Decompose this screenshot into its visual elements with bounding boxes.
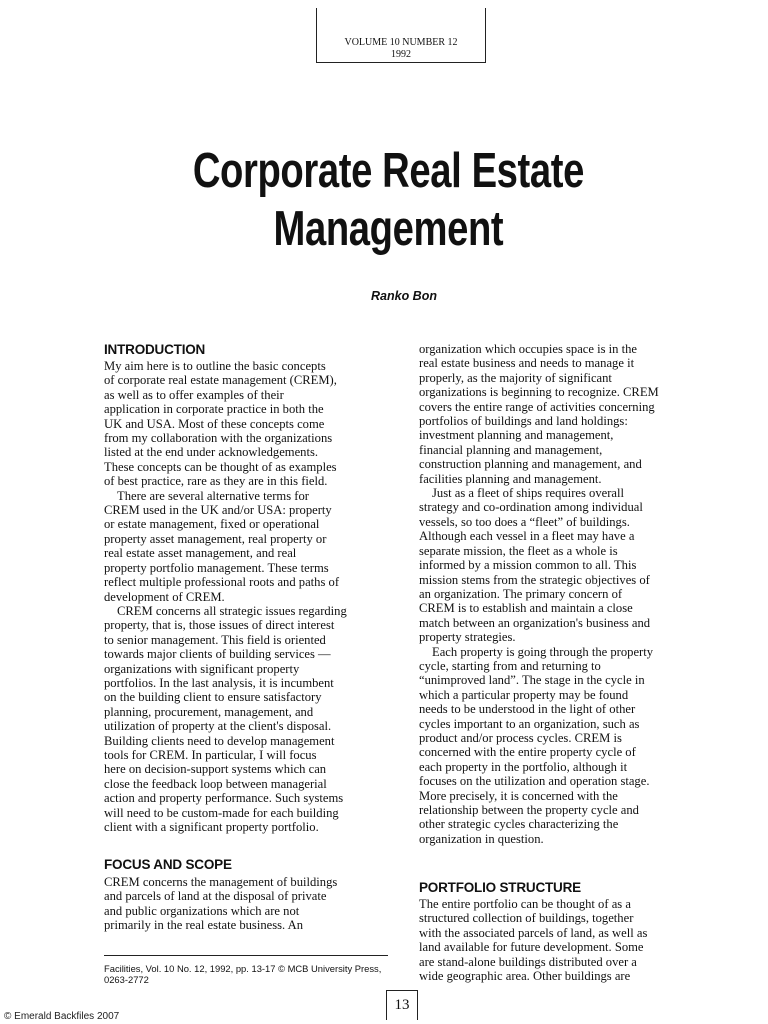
- text-line: My aim here is to outline the basic concepts: [104, 359, 326, 373]
- text-line: client with a significant property portfolio.: [104, 820, 319, 834]
- text-line: Although each vessel in a fleet may have a: [419, 529, 635, 544]
- text-line: portfolios. In the last analysis, it is incumbent: [104, 675, 334, 690]
- text-line: Each property is going through the property: [432, 644, 654, 659]
- citation-footnote: [104, 963, 381, 985]
- text-line: cycles important to an organization, such as: [419, 716, 640, 731]
- text-line: property strategies.: [419, 630, 516, 645]
- text-line: Building clients need to develop management: [104, 733, 335, 748]
- text-line: structured collection of buildings, together: [419, 911, 634, 926]
- text-line: product and/or process cycles. CREM is: [419, 730, 622, 745]
- text-line: organizations with significant property: [104, 661, 300, 676]
- text-line: wide geographic area. Other buildings are: [419, 969, 631, 984]
- author-name: Ranko Bon: [371, 289, 437, 303]
- footnote-divider: [104, 955, 388, 956]
- text-line: of corporate real estate management (CREM),: [104, 373, 337, 388]
- text-line: on the building client to ensure satisfactory: [104, 690, 322, 705]
- text-line: here on decision-support systems which can: [104, 762, 327, 777]
- text-line: CREM used in the UK and/or USA: property: [104, 503, 332, 518]
- text-line: with the associated parcels of land, as well as: [419, 925, 648, 940]
- volume-line: VOLUME 10 NUMBER 12: [344, 37, 458, 48]
- text-line: real estate asset management, and real: [104, 546, 297, 561]
- text-line: action and property performance. Such systems: [104, 791, 344, 806]
- text-line: separate mission, the fleet as a whole is: [419, 543, 618, 558]
- text-line: cycle, starting from and returning to: [419, 658, 601, 673]
- text-line: an organization. The primary concern of: [419, 586, 623, 601]
- text-line: to senior management. This field is oriented: [104, 632, 326, 647]
- section-heading-focus-scope: FOCUS AND SCOPE: [104, 857, 232, 872]
- text-line: These concepts can be thought of as examples: [104, 459, 337, 474]
- text-line: focuses on the utilization and operation stage.: [419, 774, 650, 789]
- text-line: towards major clients of building services —: [104, 647, 331, 662]
- text-line: mission stems from the strategic objectives of: [419, 572, 650, 587]
- text-line: investment planning and management,: [419, 428, 614, 443]
- text-line: close the feedback loop between managerial: [104, 776, 327, 791]
- section-heading-portfolio-structure: PORTFOLIO STRUCTURE: [419, 880, 581, 895]
- introduction-text: [104, 359, 347, 834]
- text-line: needs to be understood in the light of other: [419, 702, 636, 717]
- text-line: other strategic cycles characterizing the: [419, 817, 619, 832]
- text-line: properly, as the majority of significant: [419, 370, 612, 385]
- text-line: More precisely, it is concerned with the: [419, 788, 618, 803]
- text-line: tools for CREM. In particular, I will focus: [104, 747, 317, 762]
- volume-issue-box: [316, 8, 486, 63]
- issue-year: 1992: [391, 49, 411, 60]
- text-line: land available for future development. Some: [419, 940, 644, 955]
- text-line: utilization of property at the client's disposal.: [104, 719, 332, 734]
- section-heading-introduction: INTRODUCTION: [104, 342, 206, 357]
- text-line: and public organizations which are not: [104, 903, 300, 918]
- footnote-line-1: Facilities, Vol. 10 No. 12, 1992, pp. 13-17 © MCB University Press,: [104, 963, 382, 974]
- text-line: relationship between the property cycle and: [419, 803, 639, 817]
- text-line: and parcels of land at the disposal of private: [104, 889, 327, 904]
- text-line: organizations is beginning to recognize. CREM: [419, 385, 659, 400]
- text-line: or estate management, fixed or operational: [104, 517, 320, 532]
- footnote-line-2: 0263-2772: [104, 974, 149, 985]
- text-line: Just as a fleet of ships requires overall: [432, 486, 624, 501]
- text-line: are stand-alone buildings distributed over a: [419, 954, 637, 969]
- text-line: organization which occupies space is in the: [419, 342, 637, 356]
- right-column-text: [419, 342, 659, 846]
- text-line: covers the entire range of activities concerning: [419, 399, 655, 414]
- text-line: vessels, so too does a “fleet” of buildings.: [419, 514, 630, 529]
- copyright-notice: © Emerald Backfiles 2007: [4, 1011, 120, 1022]
- text-line: as well as to offer examples of their: [104, 387, 284, 402]
- text-line: will need to be custom-made for each building: [104, 805, 339, 820]
- text-line: reflect multiple professional roots and paths of: [104, 575, 340, 590]
- text-line: concerned with the entire property cycle of: [419, 745, 636, 760]
- text-line: CREM concerns all strategic issues regarding: [117, 603, 347, 618]
- text-line: which a particular property may be found: [419, 687, 629, 702]
- text-line: The entire portfolio can be thought of as a: [419, 897, 631, 911]
- page-number: 13: [386, 990, 418, 1020]
- article-title: [89, 142, 688, 258]
- text-line: organization in question.: [419, 831, 544, 846]
- text-line: property portfolio management. These terms: [104, 560, 329, 575]
- focus-scope-text: [104, 875, 337, 933]
- text-line: informed by a mission common to all. This: [419, 558, 637, 573]
- text-line: property, that is, those issues of direct interest: [104, 618, 335, 633]
- text-line: CREM is to establish and maintain a close: [419, 601, 633, 616]
- text-line: UK and USA. Most of these concepts come: [104, 416, 325, 431]
- portfolio-structure-text: [419, 897, 647, 983]
- text-line: financial planning and management,: [419, 442, 603, 457]
- text-line: from my collaboration with the organizations: [104, 431, 333, 446]
- text-line: primarily in the real estate business. An: [104, 918, 304, 933]
- text-line: development of CREM.: [104, 589, 225, 604]
- text-line: construction planning and management, and: [419, 457, 642, 472]
- text-line: portfolios of buildings and land holdings:: [419, 414, 628, 429]
- text-line: CREM concerns the management of buildings: [104, 875, 338, 889]
- title-line-1: Corporate Real Estate: [192, 144, 584, 198]
- title-line-2: Management: [273, 202, 504, 256]
- text-line: strategy and co-ordination among individual: [419, 500, 643, 515]
- text-line: application in corporate practice in both the: [104, 402, 324, 417]
- text-line: listed at the end under acknowledgements.: [104, 445, 319, 460]
- text-line: of best practice, rare as they are in this field.: [104, 474, 328, 489]
- text-line: facilities planning and management.: [419, 471, 602, 486]
- text-line: planning, procurement, management, and: [104, 704, 314, 719]
- text-line: real estate business and needs to manage it: [419, 356, 635, 371]
- text-line: property asset management, real property or: [104, 531, 327, 546]
- text-line: match between an organization's business and: [419, 615, 651, 630]
- text-line: There are several alternative terms for: [117, 488, 309, 503]
- text-line: “unimproved land”. The stage in the cycle in: [419, 673, 645, 688]
- text-line: each property in the portfolio, although it: [419, 759, 628, 774]
